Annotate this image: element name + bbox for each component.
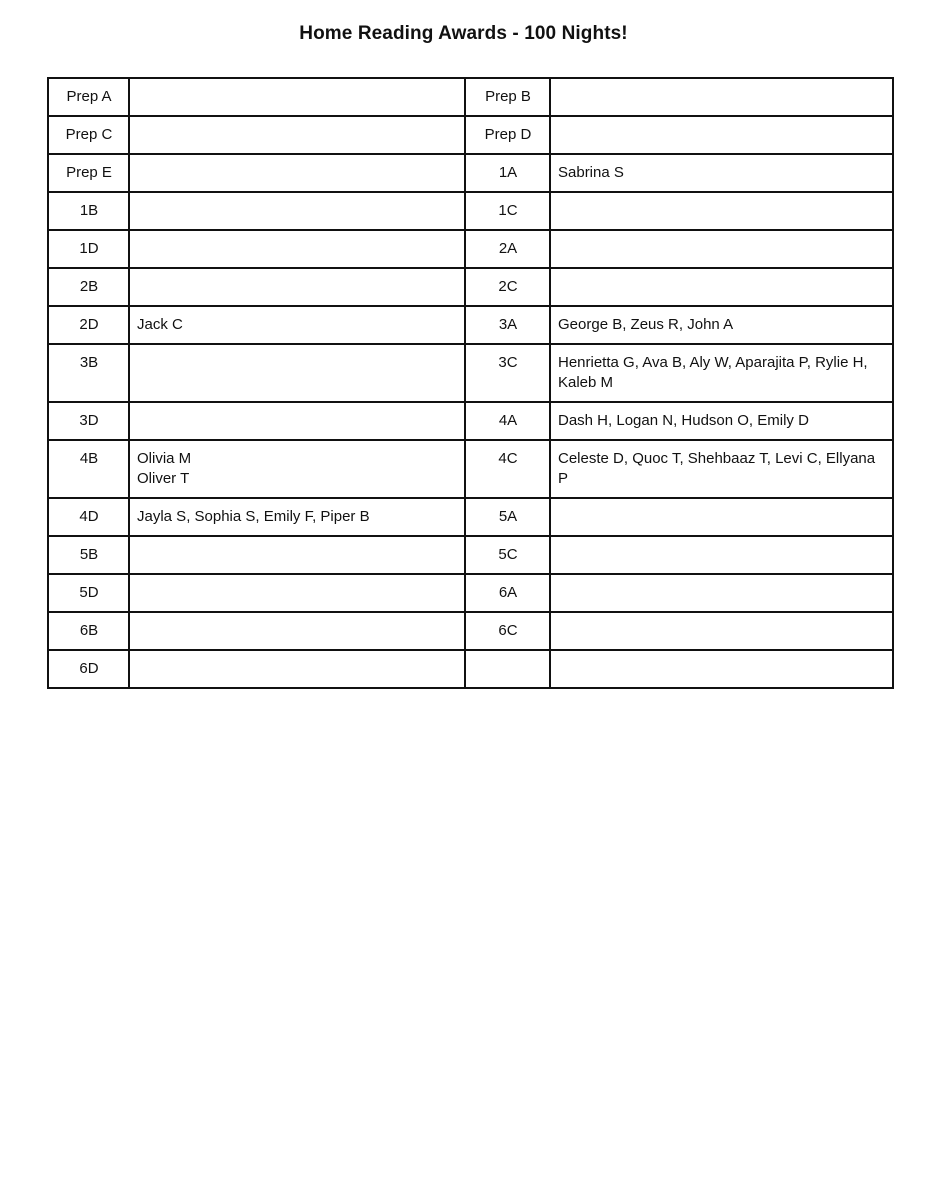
award-names-cell	[550, 612, 893, 650]
award-name-line: Kaleb M	[558, 374, 614, 391]
table-row	[48, 574, 893, 612]
award-names-cell	[129, 306, 465, 344]
award-names-cell	[129, 116, 465, 154]
award-names-cell	[129, 402, 465, 440]
class-name-cell: Prep E	[48, 154, 129, 192]
award-names-cell	[550, 440, 893, 498]
award-names-cell	[550, 306, 893, 344]
table-row	[48, 154, 893, 192]
award-name-line: George B, Zeus R, John A	[558, 316, 734, 333]
award-names-cell	[129, 230, 465, 268]
table-row	[48, 268, 893, 306]
table-row	[48, 78, 893, 116]
class-name-cell: 1B	[48, 192, 129, 230]
award-name-line: Dash H, Logan N, Hudson O, Emily D	[558, 412, 809, 429]
award-names-cell	[129, 574, 465, 612]
table-row	[48, 650, 893, 688]
award-names-cell	[129, 536, 465, 574]
class-name-cell: 4B	[48, 440, 129, 498]
document-title: Home Reading Awards - 100 Nights!	[299, 23, 628, 44]
table-row	[48, 612, 893, 650]
award-names-cell	[129, 154, 465, 192]
class-name-cell: Prep D	[465, 116, 550, 154]
award-name-line: Jack C	[137, 316, 183, 333]
award-names-cell	[550, 268, 893, 306]
class-name-cell: 6D	[48, 650, 129, 688]
class-name-cell: 2D	[48, 306, 129, 344]
award-names-cell	[129, 650, 465, 688]
table-row	[48, 344, 893, 402]
awards-table-body	[48, 78, 893, 688]
award-names-cell	[550, 192, 893, 230]
table-row	[48, 192, 893, 230]
class-name-cell: 2B	[48, 268, 129, 306]
class-name-cell: 6A	[465, 574, 550, 612]
class-name-cell: Prep B	[465, 78, 550, 116]
award-names-cell	[129, 344, 465, 402]
class-name-cell: 1C	[465, 192, 550, 230]
award-name-line: Henrietta G, Ava B, Aly W, Aparajita P, Rylie H,	[558, 354, 868, 371]
award-names-cell	[550, 498, 893, 536]
class-name-cell: Prep A	[48, 78, 129, 116]
class-name-cell: 5D	[48, 574, 129, 612]
class-name-cell: 3C	[465, 344, 550, 402]
class-name-cell: 1D	[48, 230, 129, 268]
award-names-cell	[129, 268, 465, 306]
table-row	[48, 440, 893, 498]
table-row	[48, 536, 893, 574]
award-name-line: Jayla S, Sophia S, Emily F, Piper B	[137, 508, 370, 525]
award-name-line: Celeste D, Quoc T, Shehbaaz T, Levi C, Ellyana P	[558, 450, 876, 487]
table-row	[48, 116, 893, 154]
class-name-cell: 6B	[48, 612, 129, 650]
table-row	[48, 306, 893, 344]
award-names-cell	[129, 612, 465, 650]
award-name-line: Sabrina S	[558, 164, 624, 181]
award-names-cell	[550, 536, 893, 574]
class-name-cell: 4C	[465, 440, 550, 498]
award-names-cell	[550, 230, 893, 268]
award-names-cell	[550, 154, 893, 192]
award-names-cell	[550, 574, 893, 612]
class-name-cell: 3A	[465, 306, 550, 344]
class-name-cell: Prep C	[48, 116, 129, 154]
class-name-cell: 2A	[465, 230, 550, 268]
class-name-cell	[465, 650, 550, 688]
table-row	[48, 402, 893, 440]
award-names-cell	[129, 498, 465, 536]
award-name-line: Oliver T	[137, 470, 190, 487]
class-name-cell: 1A	[465, 154, 550, 192]
class-name-cell: 5C	[465, 536, 550, 574]
class-name-cell: 5B	[48, 536, 129, 574]
award-names-cell	[129, 192, 465, 230]
award-names-cell	[550, 650, 893, 688]
award-name-line: Olivia M	[137, 450, 192, 467]
award-names-cell	[129, 440, 465, 498]
class-name-cell: 6C	[465, 612, 550, 650]
award-names-cell	[550, 78, 893, 116]
class-name-cell: 3B	[48, 344, 129, 402]
table-row	[48, 498, 893, 536]
award-names-cell	[129, 78, 465, 116]
class-name-cell: 3D	[48, 402, 129, 440]
awards-table	[47, 77, 894, 689]
award-names-cell	[550, 344, 893, 402]
class-name-cell: 2C	[465, 268, 550, 306]
award-names-cell	[550, 402, 893, 440]
class-name-cell: 4D	[48, 498, 129, 536]
award-names-cell	[550, 116, 893, 154]
table-row	[48, 230, 893, 268]
class-name-cell: 5A	[465, 498, 550, 536]
class-name-cell: 4A	[465, 402, 550, 440]
